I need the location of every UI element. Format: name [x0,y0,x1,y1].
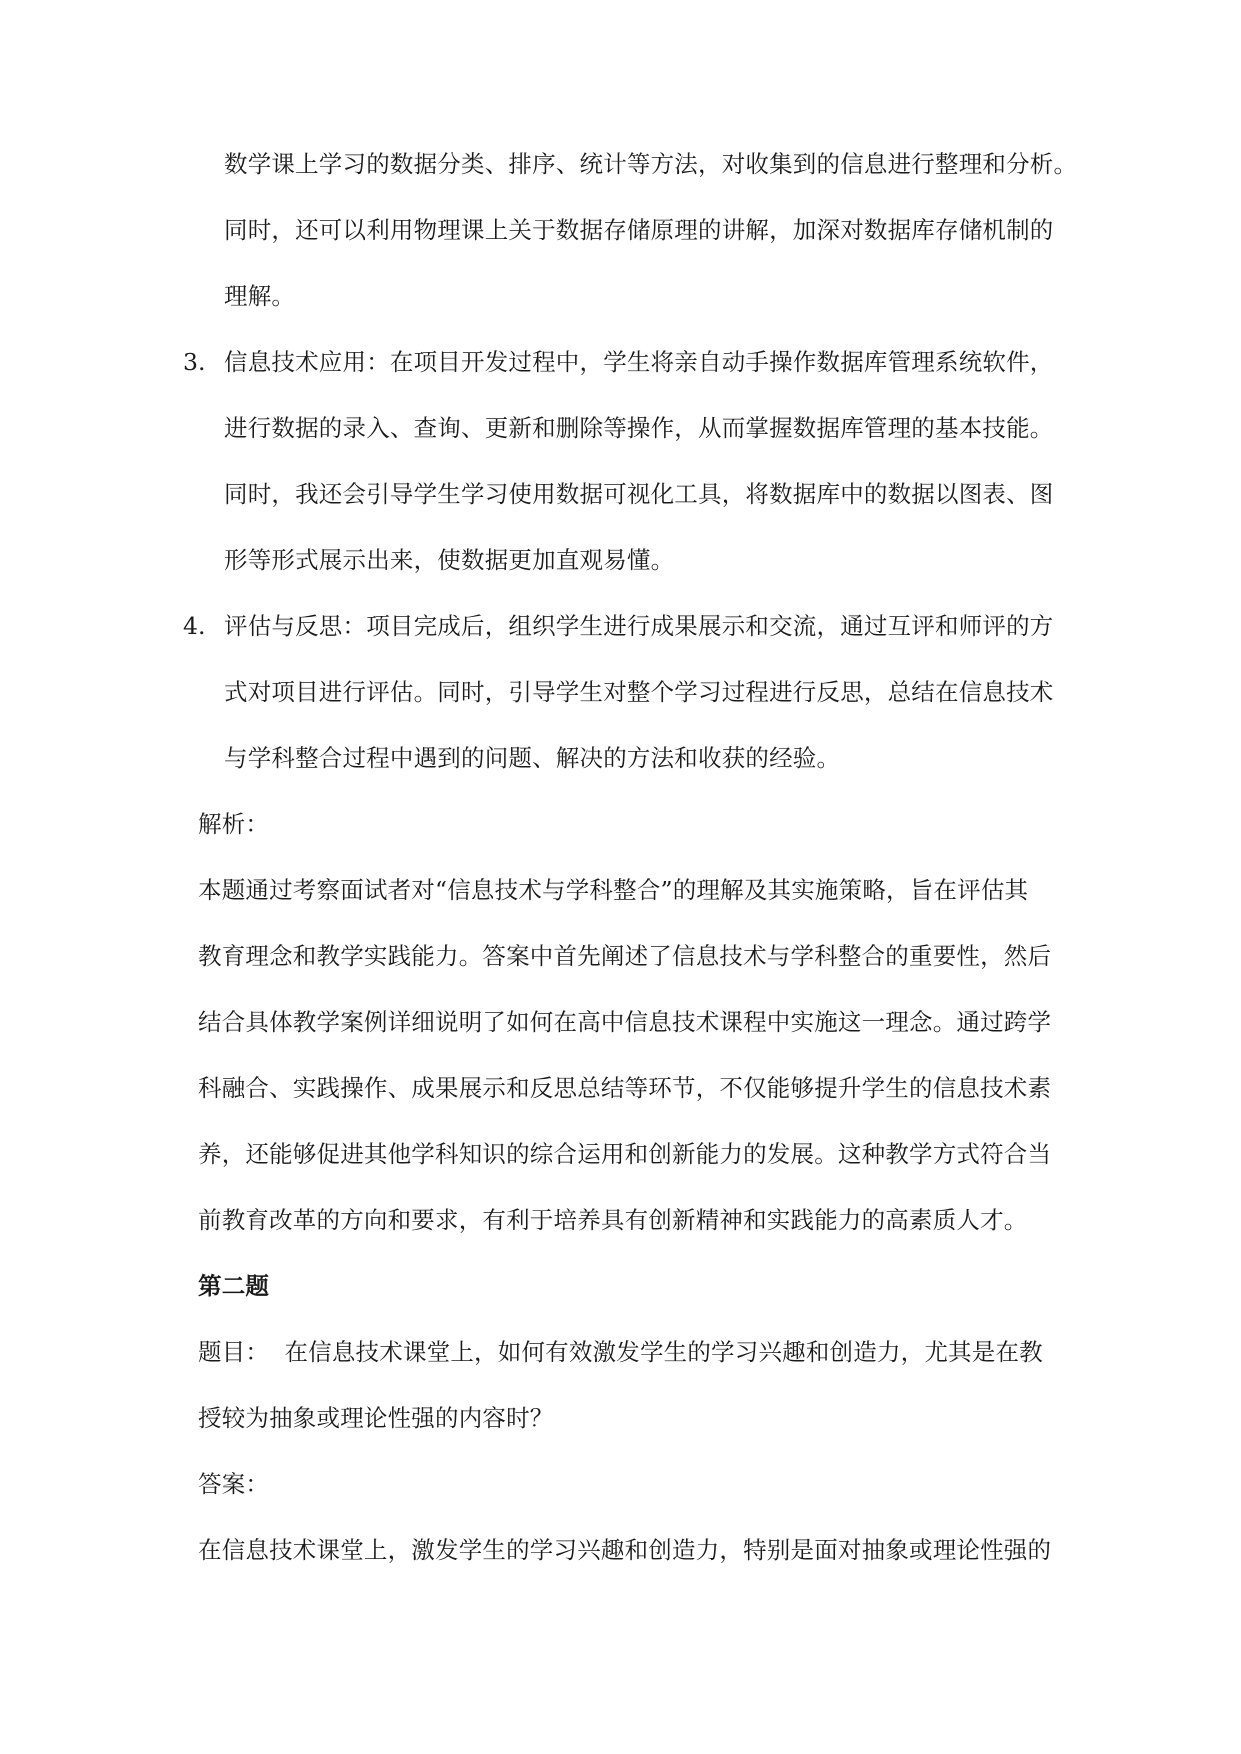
analysis-line-4: 科融合、实践操作、成果展示和反思总结等环节，不仅能够提升学生的信息技术素 [198,1074,1052,1102]
item3-line-4: 形等形式展示出来，使数据更加直观易懂。 [224,546,675,574]
item3-line-3: 同时，我还会引导学生学习使用数据可视化工具，将数据库中的数据以图表、图 [224,480,1054,508]
item3-line-1: 信息技术应用：在项目开发过程中，学生将亲自动手操作数据库管理系统软件， [224,348,1054,376]
item4-line-2: 式对项目进行评估。同时，引导学生对整个学习过程进行反思，总结在信息技术 [224,678,1054,706]
item4-number: 4. [183,612,206,640]
analysis-line-1: 本题通过考察面试者对“信息技术与学科整合”的理解及其实施策略，旨在评估其 [198,876,1029,904]
item2-line-1: 数学课上学习的数据分类、排序、统计等方法，对收集到的信息进行整理和分析。 [224,150,1078,178]
item2-line-3: 理解。 [224,282,296,310]
question2-heading: 第二题 [198,1272,270,1300]
analysis-line-6: 前教育改革的方向和要求，有利于培养具有创新精神和实践能力的高素质人才。 [198,1206,1028,1234]
item3-number: 3. [183,348,206,376]
answer-line-1: 在信息技术课堂上，激发学生的学习兴趣和创造力，特别是面对抽象或理论性强的 [198,1536,1052,1564]
question2-line-1: 题目： 在信息技术课堂上，如何有效激发学生的学习兴趣和创造力，尤其是在教 [198,1338,1043,1366]
analysis-line-3: 结合具体教学案例详细说明了如何在高中信息技术课程中实施这一理念。通过跨学 [198,1008,1052,1036]
analysis-line-5: 养，还能够促进其他学科知识的综合运用和创新能力的发展。这种教学方式符合当 [198,1140,1052,1168]
item4-line-3: 与学科整合过程中遇到的问题、解决的方法和收获的经验。 [224,744,841,772]
analysis-label: 解析： [198,810,270,838]
analysis-line-2: 教育理念和教学实践能力。答案中首先阐述了信息技术与学科整合的重要性，然后 [198,942,1052,970]
question2-line-2: 授较为抽象或理论性强的内容时？ [198,1404,554,1432]
answer-label: 答案： [198,1470,270,1498]
item2-line-2: 同时，还可以利用物理课上关于数据存储原理的讲解，加深对数据库存储机制的 [224,216,1054,244]
item3-line-2: 进行数据的录入、查询、更新和删除等操作，从而掌握数据库管理的基本技能。 [224,414,1054,442]
item4-line-1: 评估与反思：项目完成后，组织学生进行成果展示和交流，通过互评和师评的方 [224,612,1054,640]
